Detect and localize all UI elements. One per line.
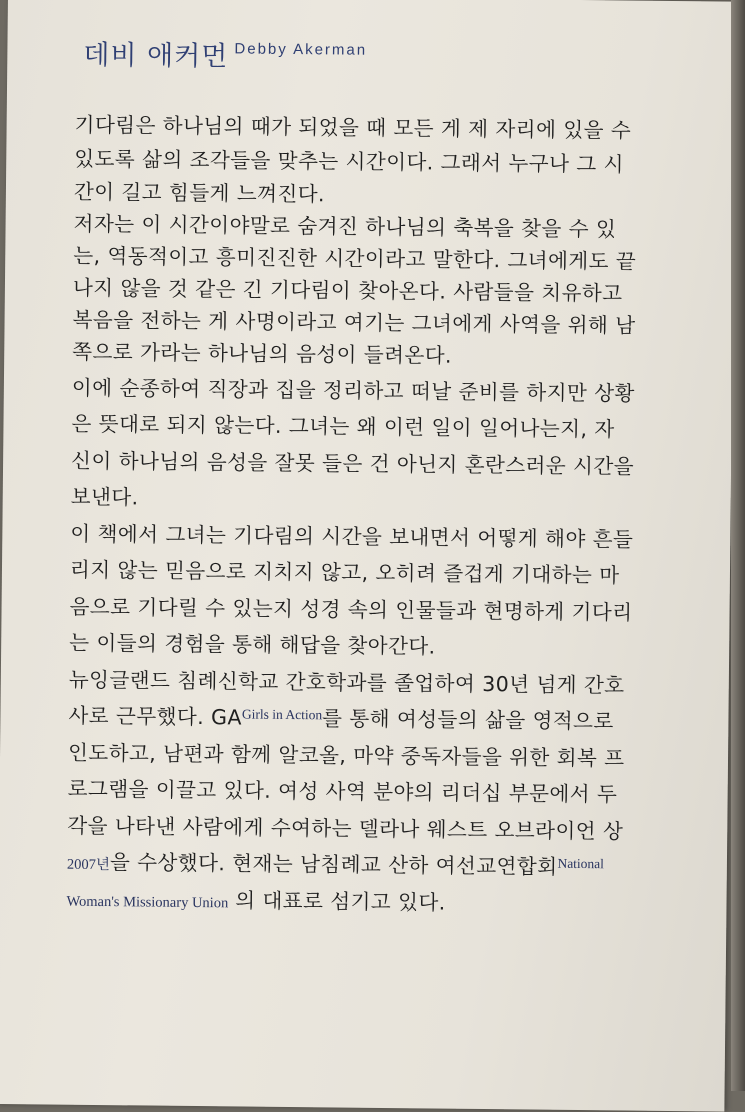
text-line: 음으로 기다릴 수 있는지 성경 속의 인물들과 현명하게 기다리 <box>69 594 633 625</box>
text-line: 이에 순종하여 직장과 집을 정리하고 떠날 준비를 하지만 상황 <box>71 375 635 406</box>
text-line: 보낸다. <box>70 484 139 510</box>
text-line: 복음을 전하는 게 사명이라고 여기는 그녀에게 사역을 위해 남 <box>72 307 636 338</box>
author-name-english: Debby Akerman <box>234 40 368 59</box>
text-line: 인도하고, 남편과 함께 알코올, 마약 중독자들을 위한 회복 프 <box>67 740 625 770</box>
year-note: 2007년 <box>66 856 110 874</box>
text-line: 나지 않을 것 같은 긴 기다림이 찾아온다. 사람들을 치유하고 <box>72 275 623 306</box>
text-line: 간이 길고 힘들게 느껴진다. <box>73 179 326 207</box>
text-line: 는, 역동적이고 흥미진진한 시간이라고 말한다. 그녀에게도 끝 <box>73 243 637 274</box>
english-note: National <box>557 855 605 872</box>
text-line: 은 뜻대로 되지 않는다. 그녀는 왜 이런 일이 일어나는지, 자 <box>71 411 615 442</box>
text-line: 쪽으로 가라는 하나님의 음성이 들려온다. <box>72 339 453 368</box>
author-heading <box>83 33 367 75</box>
text-line <box>67 844 707 887</box>
text-line: 각을 나타낸 사람에게 수여하는 델라나 웨스트 오브라이언 상 <box>67 813 624 843</box>
text-line: 리지 않는 믿음으로 지치지 않고, 오히려 즐겁게 기대하는 마 <box>69 557 620 588</box>
author-bio <box>66 109 714 924</box>
text-line: 뉴잉글랜드 침례신학교 간호학과를 졸업하여 30년 넘게 간호 <box>68 667 625 697</box>
text-line: 는 이들의 경험을 통해 해답을 찾아간다. <box>69 630 436 659</box>
paragraph <box>71 369 712 522</box>
text-segment: 의 대표로 섬기고 있다. <box>228 887 446 915</box>
author-name-korean: 데비 애커먼 <box>83 39 229 73</box>
text-line: 저자는 이 시간이야말로 숨겨진 하나님의 축복을 찾을 수 있 <box>73 211 617 242</box>
text-line: 기다림은 하나님의 때가 되었을 때 모든 게 제 자리에 있을 수 <box>74 112 632 143</box>
text-segment: 를 통해 여성들의 삶을 영적으로 <box>322 706 614 734</box>
text-segment: 을 수상했다. 현재는 남침례교 산하 여선교연합회 <box>109 850 558 879</box>
paragraph <box>72 208 714 376</box>
text-line: 신이 하나님의 음성을 잘못 들은 건 아닌지 혼란스러운 시간을 <box>70 448 635 479</box>
paragraph <box>69 515 710 668</box>
english-note: Girls in Action <box>241 706 323 723</box>
paragraph <box>74 109 715 215</box>
english-note: Woman's Missionary Union <box>66 893 229 911</box>
text-line: 로그램을 이끌고 있다. 여성 사역 분야의 리더십 부문에서 두 <box>67 776 618 807</box>
text-segment: 사로 근무했다. GA <box>68 703 243 730</box>
text-line: 있도록 삶의 조각들을 맞추는 시간이다. 그래서 누구나 그 시 <box>74 146 624 176</box>
book-spine-edge <box>731 0 745 1091</box>
paragraph <box>66 661 709 923</box>
text-line <box>66 880 706 923</box>
text-line: 이 책에서 그녀는 기다림의 시간을 보내면서 어떻게 해야 흔들 <box>70 521 634 552</box>
text-line <box>68 698 708 741</box>
